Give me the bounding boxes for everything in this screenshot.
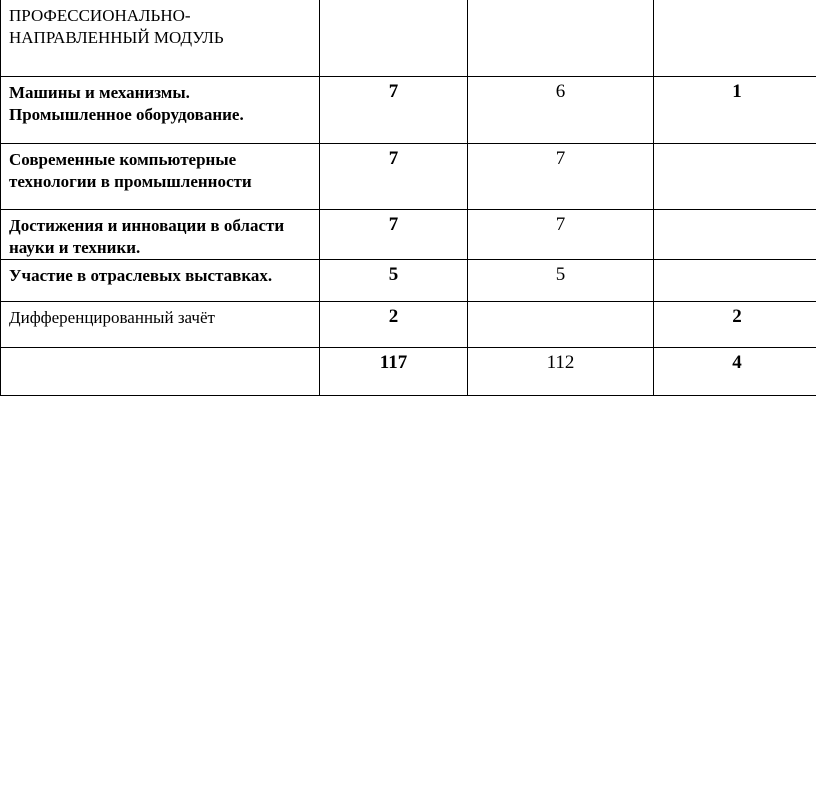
class-hours-cell: 6 xyxy=(468,77,654,144)
table-row xyxy=(1,302,816,348)
discipline-name-cell: Участие в отраслевых выставках. xyxy=(1,260,320,302)
class-hours-cell: 7 xyxy=(468,210,654,260)
total-hours-cell: 2 xyxy=(320,302,468,348)
discipline-name-cell: Достижения и инновации в области науки и техники. xyxy=(1,210,320,260)
discipline-name-cell: Дифференцированный зачёт xyxy=(1,302,320,348)
assessment-hours-cell: 1 xyxy=(654,77,816,144)
header-cell-assessment xyxy=(654,0,816,77)
total-label-cell xyxy=(1,348,320,396)
total-hours-cell: 7 xyxy=(320,77,468,144)
discipline-name-cell: Машины и механизмы. Промышленное оборудование. xyxy=(1,77,320,144)
grand-class-hours-cell: 112 xyxy=(468,348,654,396)
grand-total-hours-cell: 117 xyxy=(320,348,468,396)
class-hours-cell xyxy=(468,302,654,348)
total-hours-cell: 7 xyxy=(320,144,468,210)
assessment-hours-cell xyxy=(654,144,816,210)
assessment-hours-cell xyxy=(654,210,816,260)
module-hours-table xyxy=(0,0,816,396)
header-cell-total xyxy=(320,0,468,77)
table-row xyxy=(1,210,816,260)
grand-assessment-hours-cell: 4 xyxy=(654,348,816,396)
table-header-row xyxy=(1,0,816,77)
total-hours-cell: 7 xyxy=(320,210,468,260)
table-row xyxy=(1,77,816,144)
discipline-name-cell: Современные компьютерные технологии в промышленности xyxy=(1,144,320,210)
module-title-cell: ПРОФЕССИОНАЛЬНО-НАПРАВЛЕННЫЙ МОДУЛЬ xyxy=(1,0,320,77)
assessment-hours-cell: 2 xyxy=(654,302,816,348)
class-hours-cell: 7 xyxy=(468,144,654,210)
total-hours-cell: 5 xyxy=(320,260,468,302)
class-hours-cell: 5 xyxy=(468,260,654,302)
header-cell-classes xyxy=(468,0,654,77)
assessment-hours-cell xyxy=(654,260,816,302)
table-row xyxy=(1,260,816,302)
table-total-row xyxy=(1,348,816,396)
table-row xyxy=(1,144,816,210)
